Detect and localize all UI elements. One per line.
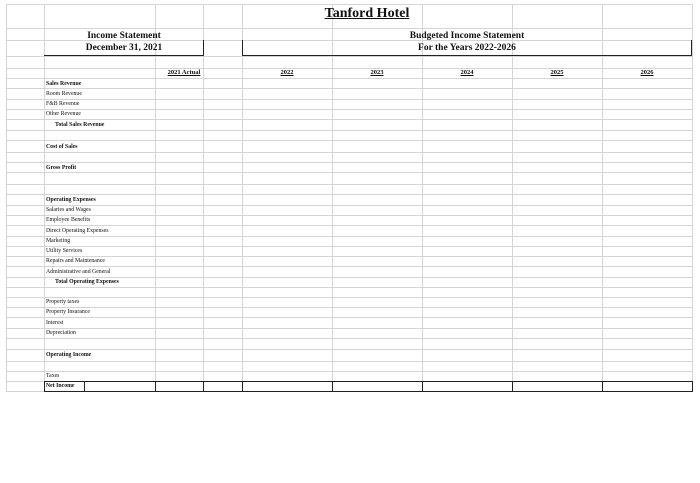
row-label-property-taxes[interactable]: Property taxes (46, 299, 80, 305)
row-label-interest[interactable]: Interest (46, 320, 64, 326)
row-label-gross-profit[interactable]: Gross Profit (46, 165, 77, 171)
row-label-taxes[interactable]: Taxes (46, 373, 60, 379)
column-header-2021-actual[interactable]: 2021 Actual (167, 69, 201, 76)
row-label-total-operating-expenses[interactable]: Total Operating Expenses (55, 279, 119, 285)
right-header-line2[interactable]: For the Years 2022-2026 (418, 43, 516, 53)
row-label-operating-expenses[interactable]: Operating Expenses (46, 197, 96, 203)
column-header-2026[interactable]: 2026 (640, 69, 654, 76)
column-header-2022[interactable]: 2022 (280, 69, 294, 76)
row-label-operating-income[interactable]: Operating Income (46, 352, 92, 358)
row-label-marketing[interactable]: Marketing (46, 238, 71, 244)
row-label-repairs-and-maintenance[interactable]: Repairs and Maintenance (46, 258, 105, 264)
column-header-2024[interactable]: 2024 (460, 69, 474, 76)
row-label-salaries-and-wages[interactable]: Salaries and Wages (46, 207, 91, 213)
row-label-direct-operating-expenses[interactable]: Direct Operating Expenses (46, 228, 109, 234)
column-header-2023[interactable]: 2023 (370, 69, 384, 76)
row-label-sales-revenue[interactable]: Sales Revenue (46, 81, 82, 87)
row-label-utility-services[interactable]: Utility Services (46, 248, 83, 254)
sheet-title[interactable]: Tanford Hotel (324, 6, 410, 21)
left-header-line2[interactable]: December 31, 2021 (85, 43, 163, 53)
row-label-depreciation[interactable]: Depreciation (46, 330, 76, 336)
row-label-property-insurance[interactable]: Property Insurance (46, 309, 90, 315)
row-label-net-income[interactable]: Net Income (46, 383, 75, 389)
row-label-employee-benefits[interactable]: Employee Benefits (46, 217, 91, 223)
row-label-other-revenue[interactable]: Other Revenue (46, 111, 81, 117)
row-label-f-b-revenue[interactable]: F&B Revenue (46, 101, 80, 107)
right-header-line1[interactable]: Budgeted Income Statement (409, 31, 525, 41)
row-label-total-sales-revenue[interactable]: Total Sales Revenue (55, 122, 105, 128)
left-header-line1[interactable]: Income Statement (87, 31, 161, 41)
row-label-room-revenue[interactable]: Room Revenue (46, 91, 82, 97)
row-label-cost-of-sales[interactable]: Cost of Sales (46, 144, 78, 150)
row-label-administrative-and-general[interactable]: Administrative and General (46, 269, 111, 275)
column-header-2025[interactable]: 2025 (550, 69, 564, 76)
